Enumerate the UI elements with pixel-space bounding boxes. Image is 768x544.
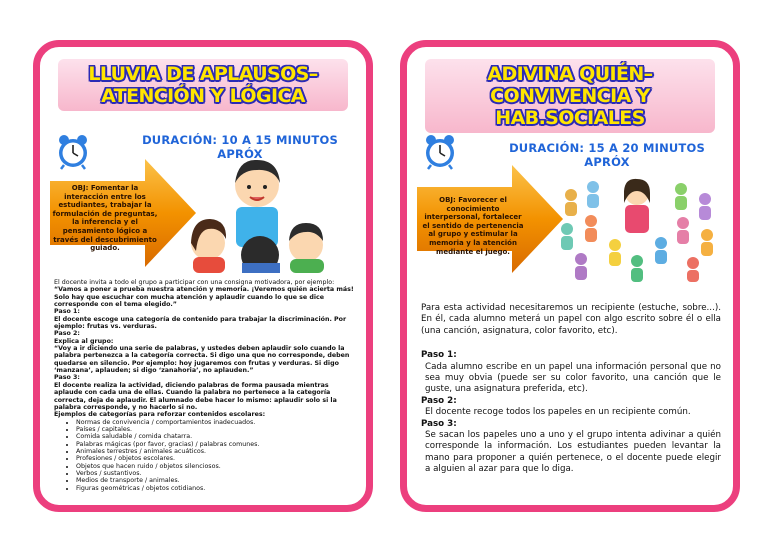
- activity-card-aplausos: [33, 40, 373, 512]
- list-item: • Objetos que hacen ruido / objetos silenciosos.: [76, 463, 356, 470]
- card-title: LLUVIA DE APLAUSOS– ATENCIÓN Y LÓGICA: [58, 59, 348, 111]
- step2-quote: “Voy a ir diciendo una serie de palabras, y ustedes deben aplaudir solo cuando la palabra pertenezca a la categoría correcta. Si digo una que no corresponde, deben quedarse en silencio. Por ejemplo: hoy jugaremos con frutas y verduras. Si digo ‘manzana’, aplauden; si digo ‘zanahoria’, no aplauden.”: [54, 345, 350, 375]
- activity-instructions: [54, 279, 356, 492]
- activity-card-adivina: [400, 40, 740, 512]
- list-item: • Palabras mágicas (por favor, gracias) / palabras comunes.: [76, 441, 356, 448]
- card-title: ADIVINA QUIÉN–CONVIVENCIA Y HAB.SOCIALES: [425, 59, 715, 133]
- examples-list: [54, 419, 356, 492]
- step2-label: Paso 2:: [54, 330, 80, 338]
- intro-quote: “Vamos a poner a prueba nuestra atención y memoria. ¡Veremos quién acierta más! Solo hay que escuchar con mucha atención y aplaudir cuando lo que se dice corresponde con el tema elegido.”: [54, 286, 354, 309]
- list-item: • Figuras geométricas / objetos cotidianos.: [76, 485, 356, 492]
- list-item: • Medios de transporte / animales.: [76, 477, 356, 484]
- step1-text: El docente escoge una categoría de contenido para trabajar la discriminación. Por ejemplo: frutas vs. verduras.: [54, 315, 347, 331]
- list-item: • Profesiones / objetos escolares.: [76, 455, 356, 462]
- list-item: • Animales terrestres / animales acuáticos.: [76, 448, 356, 455]
- objective-text: OBJ: Fomentar la interacción entre los estudiantes, trabajar la formulación de preguntas, la inferencia y el pensamiento lógico a través del descubrimiento guiado.: [52, 184, 158, 253]
- step1-label: Paso 1:: [54, 308, 80, 316]
- activity-instructions: [421, 303, 721, 476]
- duration-label: DURACIÓN: 10 A 15 MINUTOS APRÓX: [142, 133, 338, 161]
- step3-label: Paso 3:: [54, 374, 80, 382]
- list-item: • Normas de convivencia / comportamientos inadecuados.: [76, 419, 356, 426]
- list-item: • Verbos / sustantivos.: [76, 470, 356, 477]
- step1-text: Cada alumno escribe en un papel una información personal que no sea muy obvia (puede ser su color favorito, una canción que le guste, una asignatura preferida, etc).: [425, 361, 721, 395]
- step1-label: Paso 1:: [421, 350, 457, 361]
- step2-text: Explica al grupo:: [54, 337, 114, 345]
- list-item: • Países / capitales.: [76, 426, 356, 433]
- step2-label: Paso 2:: [421, 395, 457, 406]
- step3-text: Se sacan los papeles uno a uno y el grupo intenta adivinar a quién corresponde la información. Los estudiantes pueden levantar la mano para proponer a quién pertenece, o el docente puede elegir a alguien al azar para que lo diga.: [425, 430, 721, 475]
- intro-text: El docente invita a todo el grupo a participar con una consigna motivadora, por ejemplo:: [54, 279, 335, 286]
- group-illustration: [557, 173, 717, 283]
- examples-title: Ejemplos de categorías para reforzar contenidos escolares:: [54, 411, 266, 419]
- step3-text: El docente realiza la actividad, diciendo palabras de forma pausada mientras aplaude con cada una de ellas. Cuando la palabra no pertenece a la categoría correcta, deja de aplaudir. El alumnado debe hacer lo mismo: aplaudir solo si la palabra corresponde, y no hacerlo si no.: [54, 381, 337, 411]
- children-illustration: [190, 145, 328, 273]
- list-item: • Comida saludable / comida chatarra.: [76, 433, 356, 440]
- intro-text: Para esta actividad necesitaremos un recipiente (estuche, sobre...). En él, cada alumno meterá un papel con algo escrito sobre él o ella (una canción, asignatura, color favorito, etc).: [421, 303, 721, 336]
- step2-text: El docente recoge todos los papeles en un recipiente común.: [425, 407, 691, 418]
- duration-label: DURACIÓN: 15 A 20 MINUTOS APRÓX: [509, 141, 705, 169]
- step3-label: Paso 3:: [421, 418, 457, 429]
- objective-text: OBJ: Favorecer el conocimiento interpersonal, fortalecer el sentido de pertenencia al grupo y estimular la memoria y la atención mediante el juego.: [422, 196, 524, 256]
